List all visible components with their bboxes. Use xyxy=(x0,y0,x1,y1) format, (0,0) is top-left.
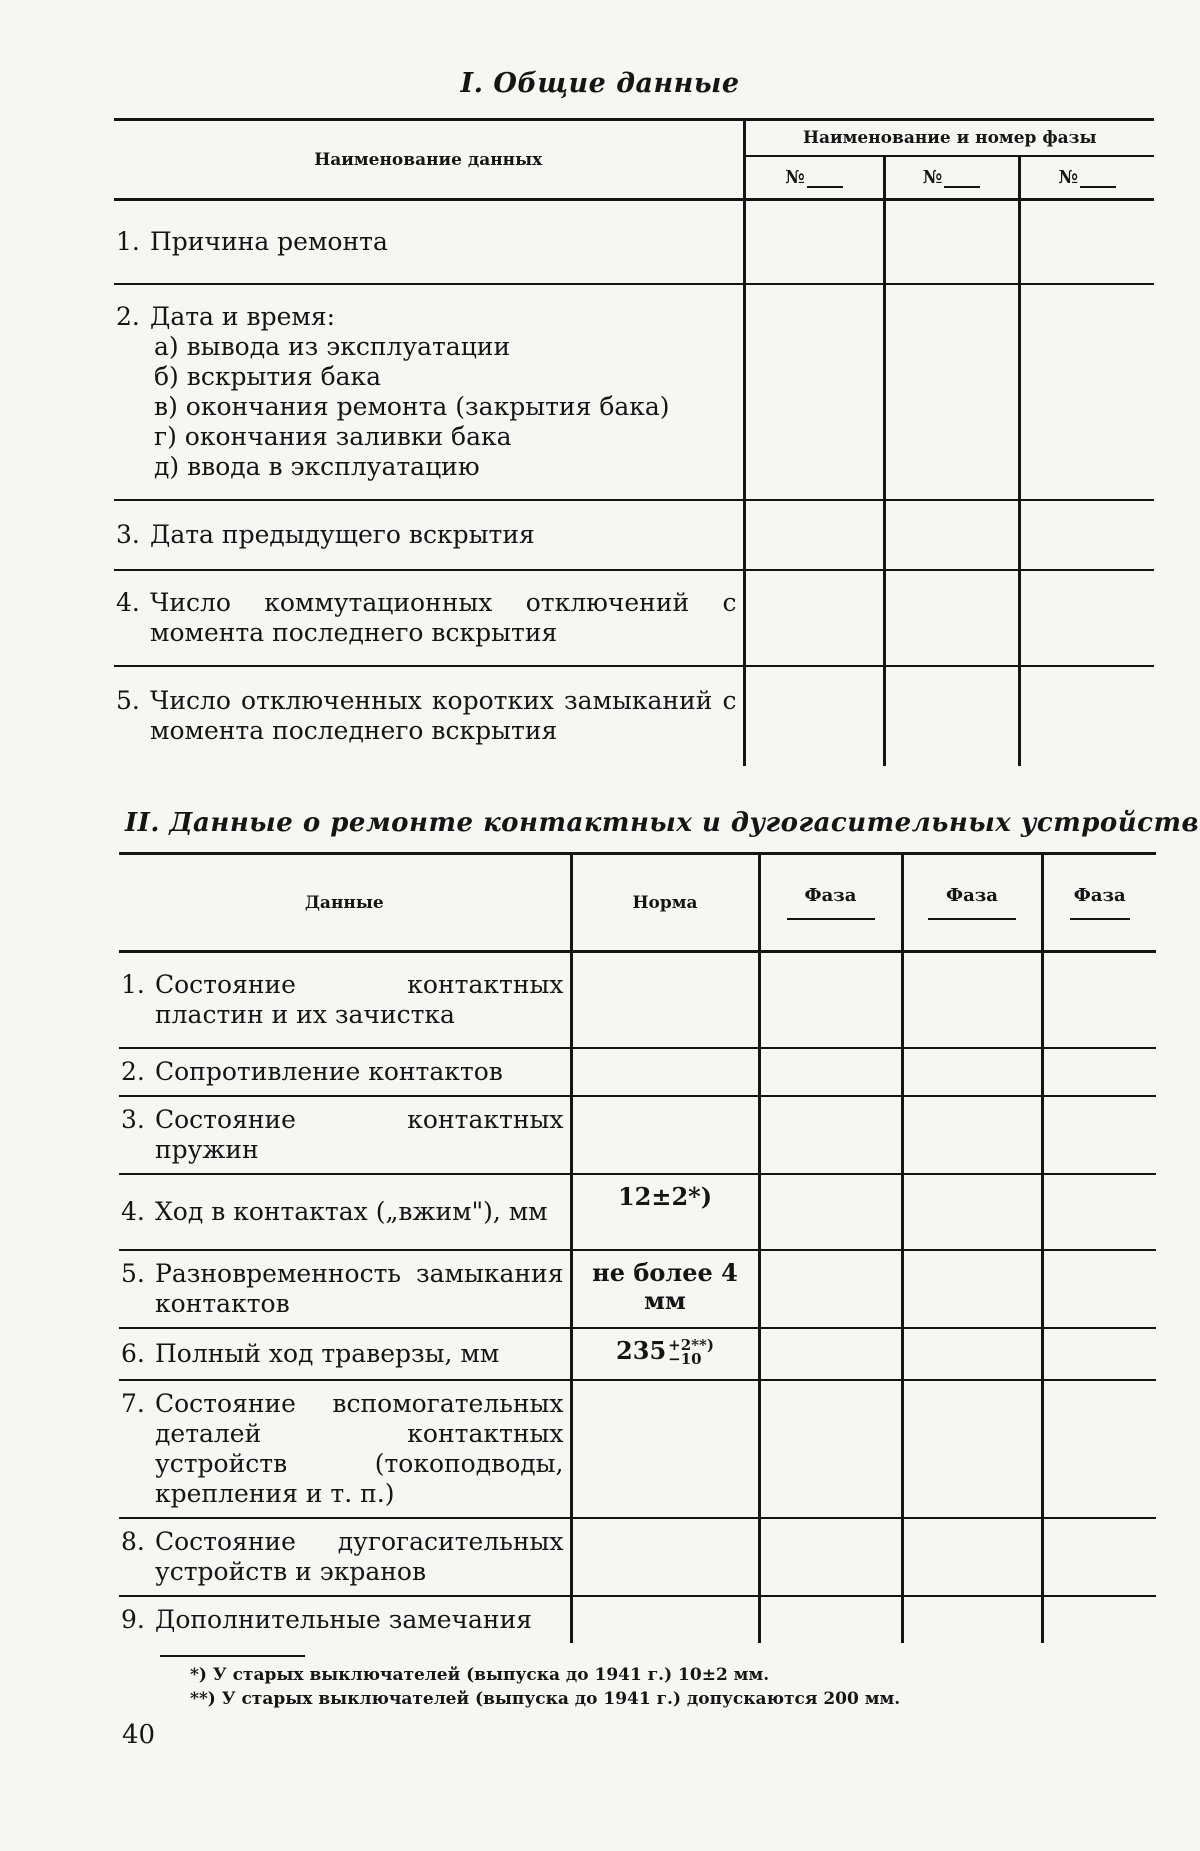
general-data-table xyxy=(114,118,1154,766)
phase-number-3: № xyxy=(1019,156,1154,200)
table-row xyxy=(119,1518,1156,1596)
phase-number-1: № xyxy=(744,156,884,200)
phase-cell[interactable] xyxy=(902,1328,1042,1380)
row-label: 4. Ход в контактах („вжим"), мм xyxy=(119,1174,571,1250)
row-label: 8. Состояние дугогасительных устройств и экранов xyxy=(119,1518,571,1596)
row-label: 3. Состояние контактных пружин xyxy=(119,1096,571,1174)
table-row xyxy=(119,1096,1156,1174)
phase-cell[interactable] xyxy=(1019,200,1154,284)
phase-cell[interactable] xyxy=(902,952,1042,1048)
phase-cell[interactable] xyxy=(1042,1596,1156,1643)
phase-cell[interactable] xyxy=(884,570,1019,666)
footnote-2: **) У старых выключателей (выпуска до 1941 г.) допускаются 200 мм. xyxy=(190,1689,901,1709)
page-number: 40 xyxy=(122,1720,156,1750)
phase-cell[interactable] xyxy=(744,500,884,570)
row-label: 5. Число отключенных коротких замыканий с момента последнего вскрытия xyxy=(114,666,744,766)
phase-cell[interactable] xyxy=(902,1250,1042,1328)
section-1-title: I. Общие данные xyxy=(460,68,740,99)
phase-cell[interactable] xyxy=(1042,1174,1156,1250)
row-label: 2. Сопротивление контактов xyxy=(119,1048,571,1096)
row-label: 3. Дата предыдущего вскрытия xyxy=(114,500,744,570)
header-norm: Норма xyxy=(571,854,759,952)
row-label: 5. Разновременность замыкания контактов xyxy=(119,1250,571,1328)
phase-cell[interactable] xyxy=(902,1380,1042,1518)
phase-cell[interactable] xyxy=(1019,666,1154,766)
section-2-title: II. Данные о ремонте контактных и дугогасительных устройств xyxy=(125,808,1200,838)
table-row xyxy=(114,666,1154,766)
phase-cell[interactable] xyxy=(759,1096,902,1174)
norm-cell xyxy=(571,952,759,1048)
row-label: 1. Состояние контактных пластин и их зачистка xyxy=(119,952,571,1048)
phase-cell[interactable] xyxy=(1019,284,1154,500)
phase-cell[interactable] xyxy=(884,666,1019,766)
phase-cell[interactable] xyxy=(744,284,884,500)
phase-cell[interactable] xyxy=(902,1518,1042,1596)
table-row xyxy=(114,500,1154,570)
norm-cell xyxy=(571,1596,759,1643)
phase-cell[interactable] xyxy=(759,1328,902,1380)
header-phase-2: Фаза xyxy=(902,854,1042,952)
phase-cell[interactable] xyxy=(759,1380,902,1518)
norm-cell xyxy=(571,1048,759,1096)
row-label: 2. Дата и время: а) вывода из эксплуатации б) вскрытия бака в) окончания ремонта (закрытия бака) г) окончания заливки бака д) ввода в эксплуатацию xyxy=(114,284,744,500)
phase-cell[interactable] xyxy=(884,200,1019,284)
phase-number-2: № xyxy=(884,156,1019,200)
phase-cell[interactable] xyxy=(1019,500,1154,570)
table-row xyxy=(119,1596,1156,1643)
phase-cell[interactable] xyxy=(902,1174,1042,1250)
phase-cell[interactable] xyxy=(1042,1048,1156,1096)
phase-cell[interactable] xyxy=(744,200,884,284)
header-data-name: Наименование данных xyxy=(114,120,744,200)
contact-repair-table xyxy=(119,852,1156,1643)
table-row xyxy=(119,1048,1156,1096)
phase-cell[interactable] xyxy=(1042,1518,1156,1596)
phase-cell[interactable] xyxy=(1019,570,1154,666)
table-row xyxy=(114,200,1154,284)
norm-cell xyxy=(571,1380,759,1518)
phase-cell[interactable] xyxy=(884,500,1019,570)
table-row xyxy=(119,1174,1156,1250)
header-phase-name: Наименование и номер фазы xyxy=(744,120,1154,156)
phase-cell[interactable] xyxy=(744,570,884,666)
header-phase-1: Фаза xyxy=(759,854,902,952)
phase-cell[interactable] xyxy=(759,1250,902,1328)
phase-cell[interactable] xyxy=(1042,1328,1156,1380)
table-row xyxy=(114,570,1154,666)
table-row xyxy=(119,952,1156,1048)
phase-cell[interactable] xyxy=(902,1096,1042,1174)
header-data: Данные xyxy=(119,854,571,952)
phase-cell[interactable] xyxy=(759,1048,902,1096)
phase-cell[interactable] xyxy=(1042,952,1156,1048)
phase-cell[interactable] xyxy=(759,952,902,1048)
phase-cell[interactable] xyxy=(744,666,884,766)
phase-cell[interactable] xyxy=(759,1596,902,1643)
norm-cell xyxy=(571,1518,759,1596)
table-row xyxy=(114,284,1154,500)
phase-cell[interactable] xyxy=(884,284,1019,500)
phase-cell[interactable] xyxy=(759,1174,902,1250)
norm-cell: 12±2*) xyxy=(571,1174,759,1250)
norm-cell: 235 +2**) −10 xyxy=(571,1328,759,1380)
header-phase-3: Фаза xyxy=(1042,854,1156,952)
row-label: 7. Состояние вспомогательных деталей контактных устройств (токоподводы, крепления и т. п.) xyxy=(119,1380,571,1518)
phase-cell[interactable] xyxy=(759,1518,902,1596)
phase-cell[interactable] xyxy=(1042,1096,1156,1174)
footnote-1: *) У старых выключателей (выпуска до 1941 г.) 10±2 мм. xyxy=(190,1665,770,1685)
row-label: 1. Причина ремонта xyxy=(114,200,744,284)
row-label: 6. Полный ход траверзы, мм xyxy=(119,1328,571,1380)
footnote-divider xyxy=(160,1655,305,1657)
row-label: 9. Дополнительные замечания xyxy=(119,1596,571,1643)
phase-cell[interactable] xyxy=(902,1596,1042,1643)
norm-cell: не более 4 мм xyxy=(571,1250,759,1328)
table-row xyxy=(119,1328,1156,1380)
table-row xyxy=(119,1250,1156,1328)
phase-cell[interactable] xyxy=(1042,1250,1156,1328)
table-row xyxy=(119,1380,1156,1518)
phase-cell[interactable] xyxy=(902,1048,1042,1096)
phase-cell[interactable] xyxy=(1042,1380,1156,1518)
norm-cell xyxy=(571,1096,759,1174)
row-label: 4. Число коммутационных отключений с момента последнего вскрытия xyxy=(114,570,744,666)
